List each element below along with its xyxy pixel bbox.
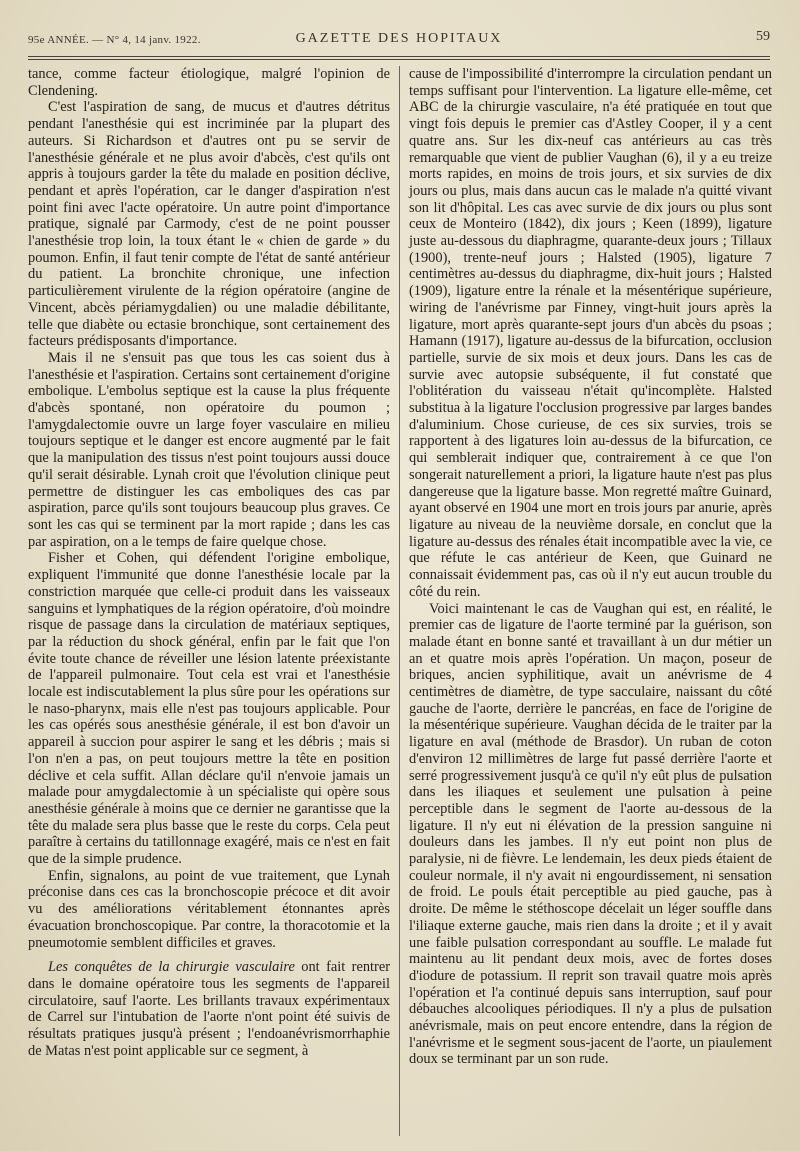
paragraph <box>28 959 390 1059</box>
paragraph-text: ont fait rentrer dans le domaine opératoire tous les segments de l'appareil circulatoire, sauf l'aorte. Les brillants travaux expérimentaux de Carrel sur l'intubation de l'aorte n'ont point été suivis de résultats pratiques jusqu'à présent ; l'endoanévrismorrhaphie de Matas n'est point applicable sur ce segment, à <box>28 959 391 1059</box>
column-separator <box>399 66 400 1136</box>
right-column <box>409 66 772 1068</box>
header-rule <box>28 56 770 57</box>
journal-title: GAZETTE DES HOPITAUX <box>295 31 503 46</box>
paragraph: Fisher et Cohen, qui défendent l'origine embolique, expliquent l'immunité que donne l'anesthésie locale par la constriction marquée que celle-ci produit dans les vaisseaux sanguins et lymphatiques de la région opératoire, d'où moindre risque de passage dans la circulation de matériaux septiques, par la réduction du shock général, enfin par le fait que l'on évite toute chance de réveiller une lésion latente préexistante de l'appareil pulmonaire. Tout cela est vrai et l'anesthésie locale est indiscutablement la plus sûre pour les opérations sur le naso-pharynx, mais elle n'est pas toujours applicable. Pour les cas opérés sous anesthésie générale, il est bon d'avoir un appareil à succion pour aspirer le sang et les débris ; mais si l'on n'en a pas, on peut toujours mettre la tête en position déclive et cela suffit. Allan déclare qu'il n'envoie jamais un malade pour amygdalectomie à un spécialiste qui opère sous anesthésie générale à moins que ce dernier ne garantisse que la tête du malade sera plus basse que le reste du corps. Cela peut paraître à certains du tatillonnage exagéré, mais ce n'est en fait que de la simple prudence. <box>28 550 391 868</box>
paragraph: tance, comme facteur étiologique, malgré l'opinion de Clendening. <box>28 66 390 99</box>
left-column <box>28 66 390 1059</box>
page-header <box>28 26 770 48</box>
section-italic-lead: Les conquêtes de la chirurgie vasculaire <box>48 959 295 976</box>
header-rule-double <box>28 59 770 60</box>
paragraph: C'est l'aspiration de sang, de mucus et d'autres détritus pendant l'anesthésie qui est incriminée par la plupart des auteurs. Si Richardson et d'autres ont pu se servir de l'anesthésie générale et ne plus avoir d'abcès, c'est qu'ils ont appris à toujours garder la tête du malade en position déclive, pendant et après l'opération, car le danger d'aspiration n'est point fini avec l'acte opératoire. Un autre point d'importance pratique, signalé par Carmody, c'est de ne point pousser l'anesthésie trop loin, la toux étant le « chien de garde » du poumon. Enfin, il faut tenir compte de l'état de santé antérieur du patient. La bronchite chronique, une infection particulièrement virulente de la région opératoire (angine de Vincent, abcès périamygdalien) ou une maladie débilitante, telle que diabète ou ectasie bronchique, sont certainement des facteurs prédisposants d'importance. <box>28 99 390 350</box>
issue-info: 95e ANNÉE. — N° 4, 14 janv. 1922. <box>28 34 201 46</box>
paragraph: Voici maintenant le cas de Vaughan qui est, en réalité, le premier cas de ligature de l'aorte terminé par la guérison, son malade étant en bonne santé et travaillant à un dur métier un an et quatre mois après l'opération. Un maçon, poseur de briques, ancien syphilitique, avait un anévrisme de 4 centimètres de diamètre, de type sacculaire, naissant du côté gauche de l'aorte, derrière le pancréas, en face de l'origine de la mésentérique supérieure. Vaughan décida de le traiter par la ligature en aval (méthode de Brasdor). Un ruban de coton d'environ 12 millimètres de large fut passé derrière l'aorte et serré progressivement jusqu'à ce qu'il n'y eût plus de pulsation dans les iliaques et seulement une pulsation à peine perceptible dans le segment de l'aorte au-dessous de la ligature. Il n'y eut ni élévation de la pression sanguine ni douleurs dans les jambes. Il n'y eut point non plus de paralysie, ni de fièvre. Le lendemain, les deux pieds étaient de couleur normale, il n'y avait ni engourdissement, ni sensation de froid. Le pouls était perceptible au pied gauche, pas à droite. De même le stéthoscope décelait un léger souffle dans l'iliaque externe gauche, mais rien dans la droite ; et il y avait une faible pulsation correspondant au souffle. Le malade fut maintenu au lit pendant deux mois, avec de fortes doses d'iodure de potassium. Il reprit son travail quatre mois après l'opération et l'a continué depuis sans interruption, sauf pour débauches alcooliques périodiques. Il n'y a plus de pulsation anévrismale, mais on peut encore entendre, dans la région de l'anévrisme et le segment sous-jacent de l'aorte, un piaulement doux se terminant par un son rude. <box>409 600 772 1068</box>
paragraph: cause de l'impossibilité d'interrompre la circulation pendant un temps suffisant pour l'intervention. La ligature elle-même, cet ABC de la chirurgie vasculaire, n'a été pratiquée en tout que vingt fois depuis le premier cas d'Astley Cooper, il y a cent quatre ans. Sur les dix-neuf cas antérieurs au cas très remarquable que vient de publier Vaughan (6), il y a eu treize morts rapides, en moins de trois jours, et six survies de dix jours ou plus, mais dans aucun cas le malade n'a quitté vivant son lit d'hôpital. Les cas avec survie de dix jours ou plus sont ceux de Monteiro (1842), dix jours ; Keen (1899), ligature juste au-dessous du diaphragme, quarante-deux jours ; Tillaux (1900), trente-neuf jours ; Halsted (1905), ligature 7 centimètres au-dessus du diaphragme, dix-huit jours ; Halsted (1909), ligature entre la rénale et la mésentérique supérieure, wiring de l'anévrisme par Finney, vingt-huit jours après la ligature, mort après quarante-sept jours d'un abcès du psoas ; Hamann (1917), ligature au-dessus de la bifurcation, occlusion partielle, survie de six mois et deux jours. Dans les cas de survie avec autopsie subséquente, il fut constaté que l'oblitération du vaisseau n'était qu'incomplète. Halsted substitua à la ligature l'occlusion progressive par larges bandes d'aluminium. Chose curieuse, de ces six survies, trois se rapportent à des ligatures loin au-dessus de la bifurcation, ce qui semblerait indiquer que, contrairement à ce que l'on songerait naturellement a priori, la ligature haute n'est pas plus dangereuse que la ligature basse. Mon regretté maître Guinard, ayant observé en 1904 une mort en trois jours par anurie, après ligature au niveau de la neuvième dorsale, en conclut que la ligature au-dessus des rénales était incompatible avec la vie, ce que réfute le cas antérieur de Keen, que Guinard ne connaissait évidemment pas, cas où il n'y eut aucun trouble du côté du rein. <box>409 66 772 600</box>
paragraph: Enfin, signalons, au point de vue traitement, que Lynah préconise dans ces cas la bronchoscopie précoce et dit avoir vu des améliorations véritablement étonnantes après évacuation bronchoscopique. Par contre, la thoracotomie et la pneumotomie semblent difficiles et graves. <box>28 867 390 951</box>
paragraph: Mais il ne s'ensuit pas que tous les cas soient dus à l'anesthésie et l'aspiration. Certains sont certainement d'origine embolique. L'embolus septique est la cause la plus fréquente d'abcès spontané, non opératoire du poumon ; l'amygdalectomie ouvre un large foyer vasculaire en milieu toujours septique et le danger est encore augmenté par le fait que la manipulation des tissus n'est point toujours aussi douce qu'il serait désirable. Lynah croit que l'évolution clinique peut permettre de distinguer les cas emboliques des cas par aspiration, parce qu'ils sont toujours beaucoup plus graves. Ce sont les cas qui se terminent par la mort rapide ; dans les cas par aspiration, on a le temps de faire quelque chose. <box>28 349 390 550</box>
page-number: 59 <box>756 29 770 44</box>
